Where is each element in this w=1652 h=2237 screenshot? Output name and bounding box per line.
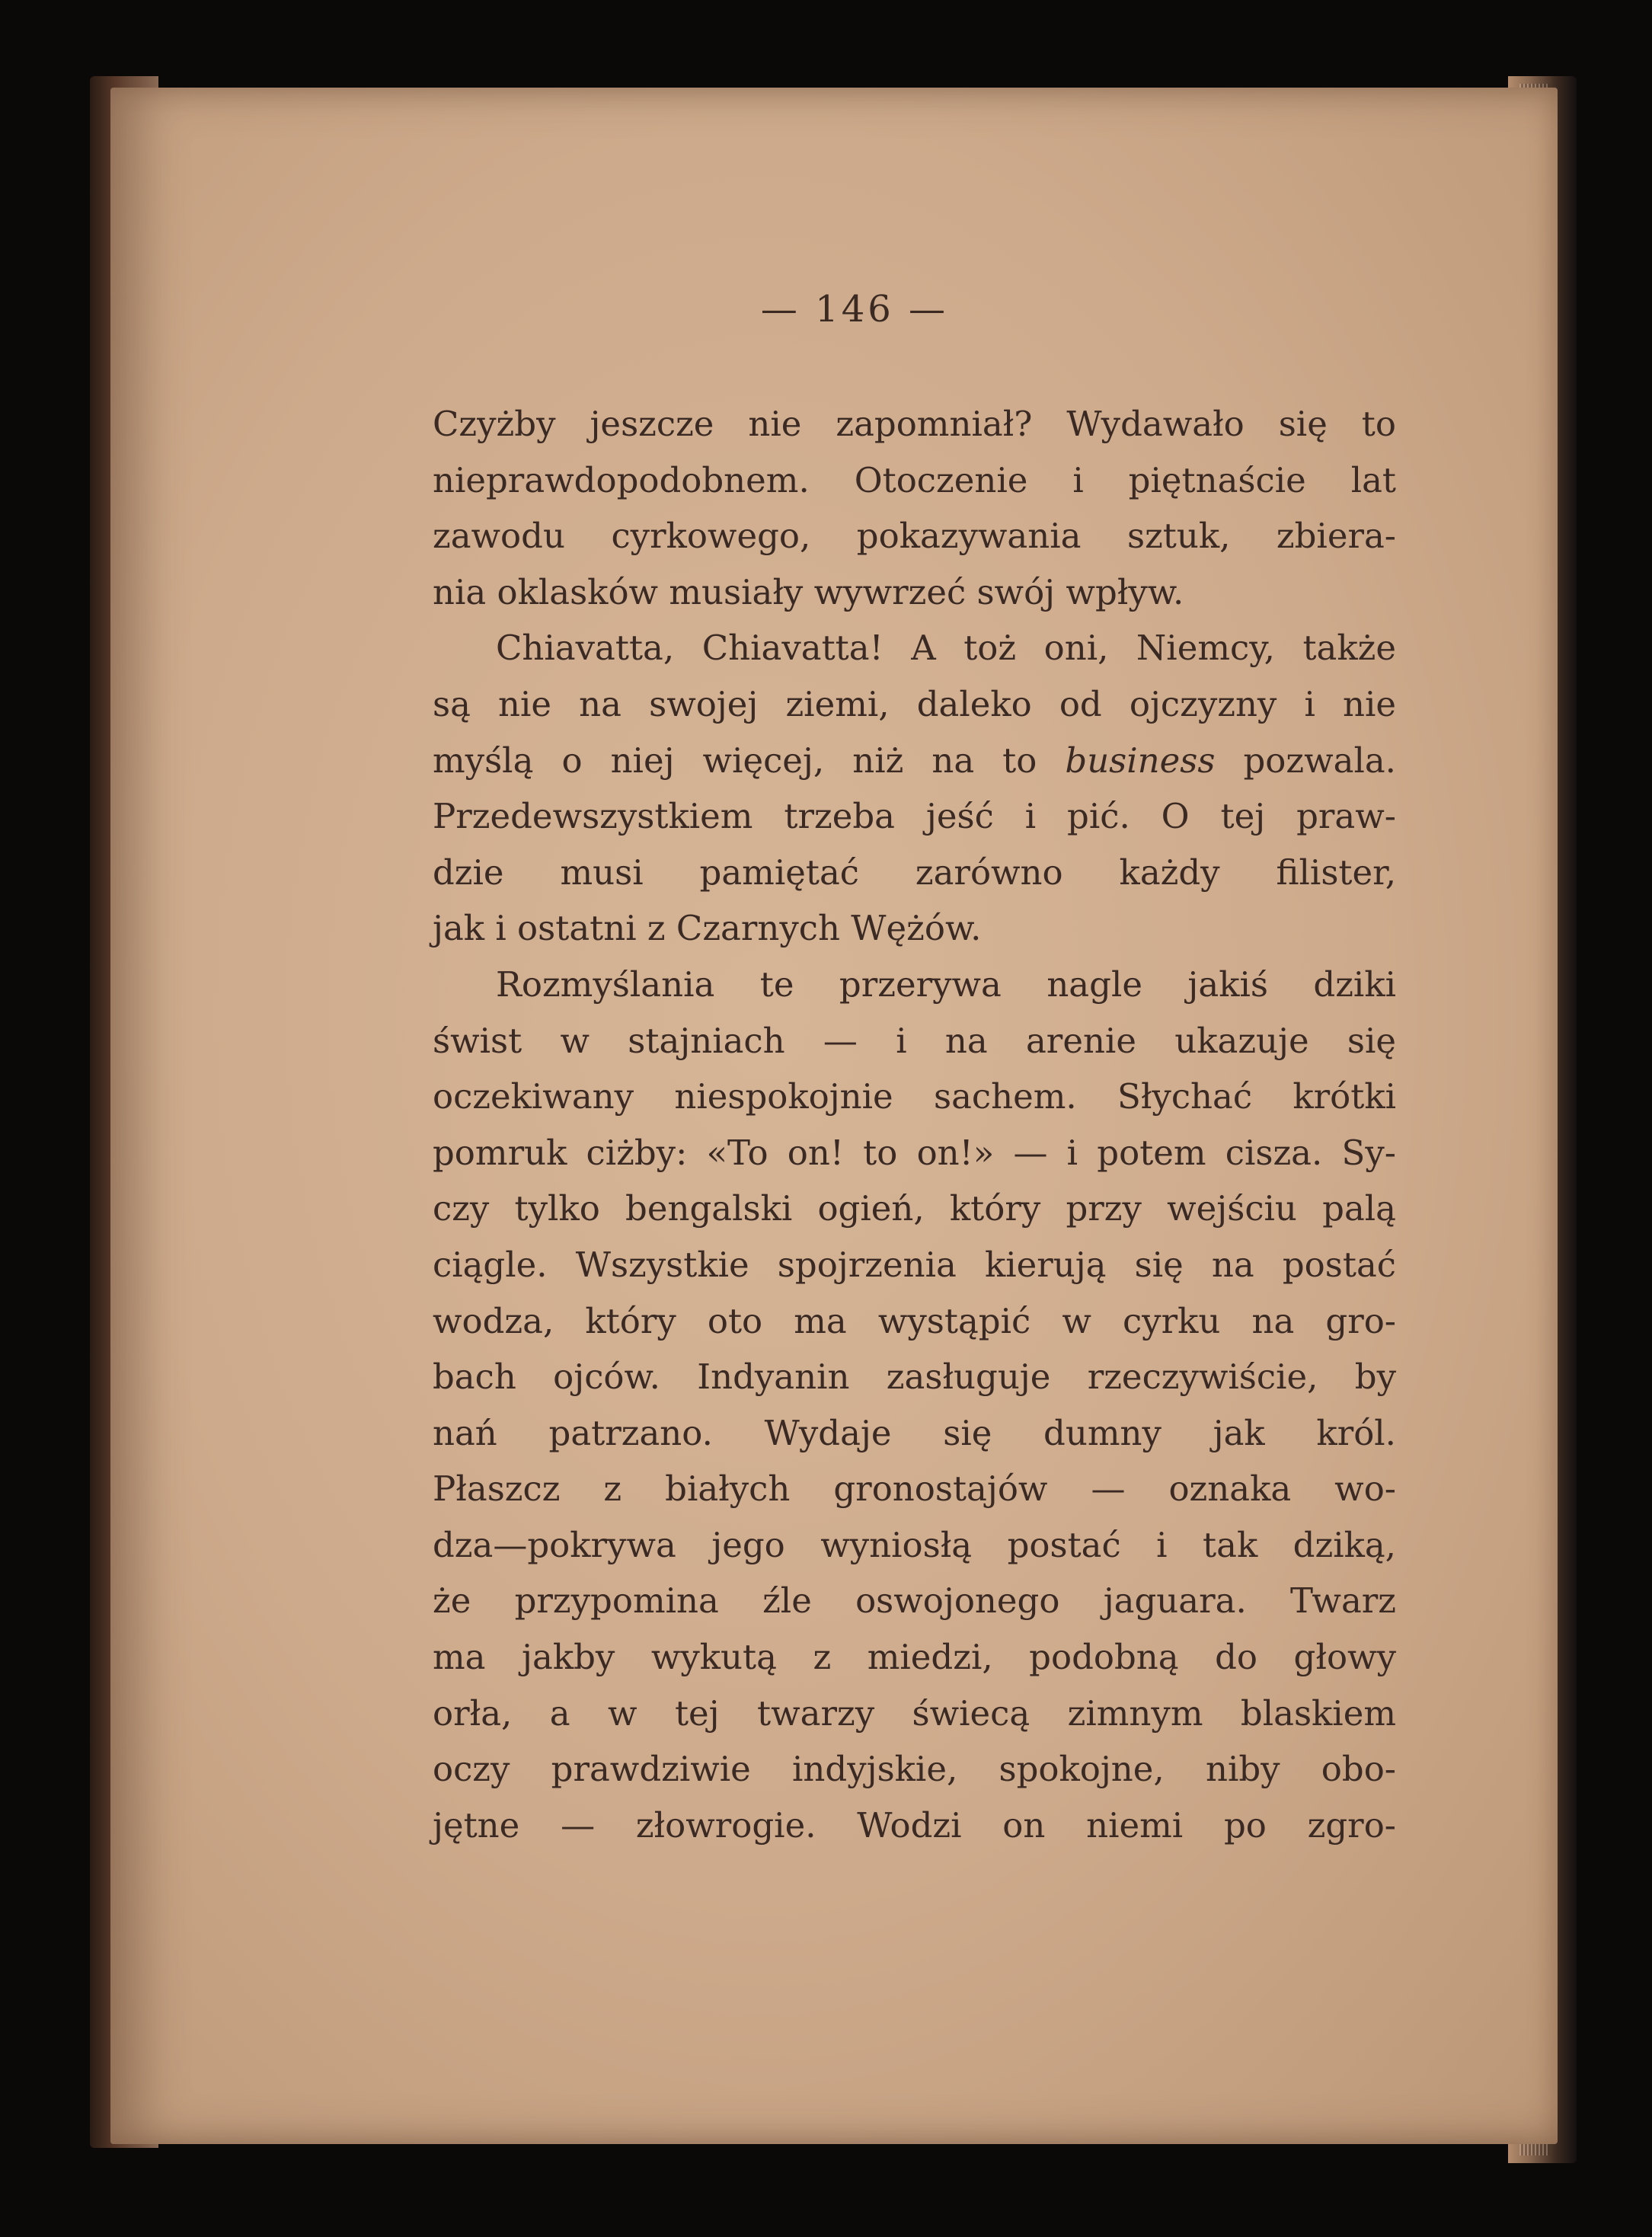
- text-line-9: dzie musi pamiętać zarówno każdy filister,: [433, 852, 1396, 893]
- text-line-7: [433, 733, 1396, 789]
- text-line-21: dza—pokrywa jego wyniosłą postać i tak dziką,: [433, 1524, 1396, 1565]
- text-line-24: orła, a w tej twarzy świecą zimnym blaskiem: [433, 1692, 1396, 1734]
- text-line-13: oczekiwany niespokojnie sachem. Słychać krótki: [433, 1076, 1396, 1117]
- text-line-8: Przedewszystkiem trzeba jeść i pić. O tej praw-: [433, 796, 1396, 837]
- text-line-3: zawodu cyrkowego, pokazywania sztuk, zbiera-: [433, 516, 1396, 557]
- page-number: — 146 —: [760, 288, 949, 331]
- text-line-22: że przypomina źle oswojonego jaguara. Twarz: [433, 1580, 1396, 1622]
- text-line-6: są nie na swojej ziemi, daleko od ojczyzny i nie: [433, 683, 1396, 724]
- body-text: [433, 396, 1396, 1853]
- text-line-2: nieprawdopodobnem. Otoczenie i piętnaście lat: [433, 459, 1396, 500]
- text-line-15: czy tylko bengalski ogień, który przy wejściu palą: [433, 1188, 1396, 1229]
- text-line-18: bach ojców. Indyanin zasługuje rzeczywiście, by: [433, 1357, 1396, 1398]
- text-line-20: Płaszcz z białych gronostajów — oznaka wo-: [433, 1468, 1396, 1510]
- text-line-12: świst w stajniach — i na arenie ukazuje się: [433, 1020, 1396, 1061]
- text-line-14: pomruk ciżby: «To on! to on!» — i potem cisza. Sy-: [433, 1132, 1396, 1173]
- text-line-25: oczy prawdziwie indyjskie, spokojne, niby obo-: [433, 1749, 1396, 1790]
- text-line-5: Chiavatta, Chiavatta! A toż oni, Niemcy, także: [496, 628, 1396, 669]
- text-line-11: Rozmyślania te przerywa nagle jakiś dziki: [496, 964, 1396, 1005]
- text-line-7-before: myślą o niej więcej, niż na to: [433, 740, 1066, 781]
- italic-word-business: business: [1065, 740, 1216, 781]
- text-line-26: jętne — złowrogie. Wodzi on niemi po zgro-: [433, 1804, 1396, 1846]
- text-line-17: wodza, który oto ma wystąpić w cyrku na gro-: [433, 1300, 1396, 1341]
- text-line-7-after: pozwala.: [1215, 740, 1396, 781]
- text-line-10: jak i ostatni z Czarnych Wężów.: [433, 908, 982, 949]
- text-line-23: ma jakby wykutą z miedzi, podobną do głowy: [433, 1637, 1396, 1678]
- text-line-16: ciągle. Wszystkie spojrzenia kierują się na postać: [433, 1244, 1396, 1285]
- text-line-1: Czyżby jeszcze nie zapomniał? Wydawało się to: [433, 404, 1396, 444]
- text-line-4: nia oklasków musiały wywrzeć swój wpływ.: [433, 571, 1184, 612]
- text-line-19: nań patrzano. Wydaje się dumny jak król.: [433, 1412, 1396, 1453]
